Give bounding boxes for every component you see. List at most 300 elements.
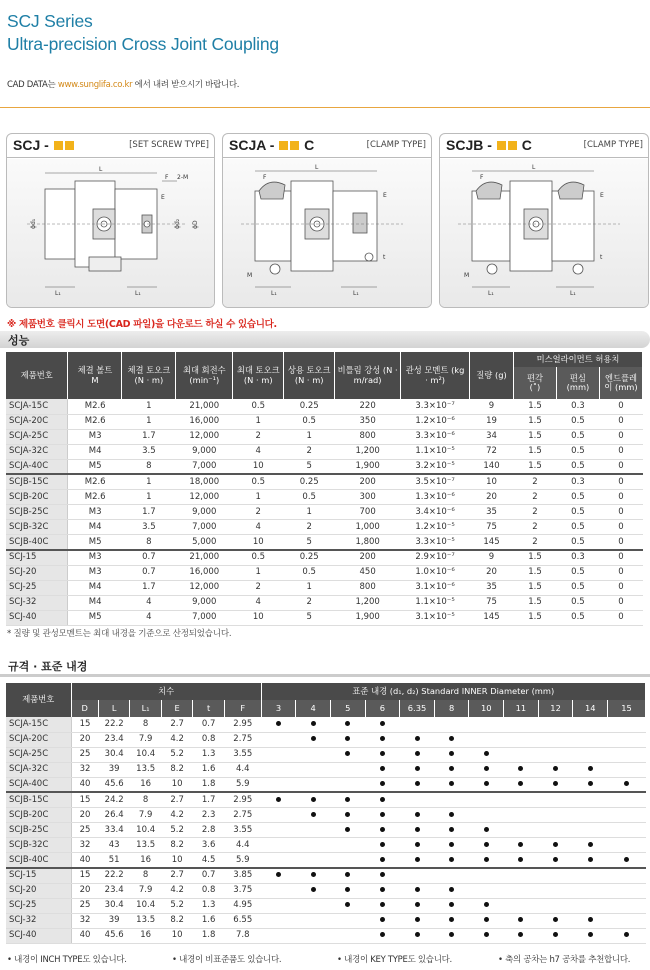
table-row [6,490,643,505]
bore-cell [469,747,504,762]
dim-label: L₁ [55,290,61,297]
available-dot [380,902,385,907]
available-dot [380,812,385,817]
table-cell: 3.1×10⁻⁵ [401,610,470,625]
available-dot [380,917,385,922]
table-cell: 1 [233,490,284,505]
table-cell: 2.7 [161,868,193,883]
divider [0,107,650,108]
table-cell: 1,900 [335,610,401,625]
available-dot [276,721,281,726]
cad-notice [7,78,239,90]
available-dot [588,932,593,937]
available-dot [553,781,558,786]
col-header: 제품번호 [6,683,71,717]
bore-cell [608,928,646,943]
table-cell: 12,000 [176,429,233,444]
product-code-link[interactable]: SCJA-15C [6,399,68,414]
table-cell: 7.8 [224,928,261,943]
available-dot [311,887,316,892]
bore-cell [538,838,573,853]
table-cell: 20 [71,808,98,823]
available-dot [380,751,385,756]
bore-cell [434,762,469,777]
table-cell: 0.5 [556,520,599,535]
bore-cell [573,777,608,792]
section-title: 성능 [8,334,30,347]
available-dot [380,797,385,802]
table-cell: 2.95 [224,717,261,732]
bore-cell [573,732,608,747]
table-cell: 9,000 [176,595,233,610]
available-dot [345,736,350,741]
table-cell: 1 [233,565,284,580]
bore-cell [365,732,400,747]
dim-label: M [464,272,470,279]
type-label: [CLAMP TYPE] [366,140,426,150]
table-cell: 32 [71,913,98,928]
table-cell: 1.6 [193,913,225,928]
table-cell: 2 [513,490,556,505]
table-row [6,823,646,838]
table-cell: 2 [233,505,284,520]
col-header: 엔드플레이 (mm) [599,367,642,399]
table-cell: 15 [71,717,98,732]
bore-cell [469,853,504,868]
available-dot [345,751,350,756]
product-code-link[interactable]: SCJA-25C [6,429,68,444]
table-cell: 10 [233,535,284,550]
table-cell: 1 [122,399,176,414]
available-dot [311,736,316,741]
table-cell: 5.2 [161,823,193,838]
available-dot [553,842,558,847]
bore-cell [469,717,504,732]
table-cell: 2.75 [224,808,261,823]
available-dot [345,887,350,892]
table-cell: 1.8 [193,928,225,943]
available-dot [415,917,420,922]
table-cell: 3.3×10⁻⁵ [401,535,470,550]
product-code-link[interactable]: SCJB-40C [6,853,71,868]
bore-cell [330,838,365,853]
product-code-link[interactable]: SCJA-40C [6,777,71,792]
available-dot [449,902,454,907]
bore-cell [296,747,331,762]
table-cell: 4.2 [161,732,193,747]
available-dot [518,842,523,847]
table-cell: 9,000 [176,505,233,520]
bore-cell [538,747,573,762]
table-cell: 1 [122,474,176,489]
bore-cell [469,732,504,747]
table-cell: 8 [130,868,162,883]
table-cell: 2 [513,535,556,550]
available-dot [484,842,489,847]
section-title-dims: 규격 · 표준 내경 [8,660,88,673]
available-dot [553,932,558,937]
product-code-link[interactable]: SCJ-15 [6,550,68,565]
product-code-link[interactable]: SCJ-20 [6,883,71,898]
table-cell: 800 [335,580,401,595]
table-cell: 12,000 [176,580,233,595]
placeholder-square [279,141,288,150]
col-header: E [161,700,193,717]
table-cell: 5 [284,459,335,474]
table-row [6,747,646,762]
bore-cell [365,913,400,928]
table-row [6,792,646,807]
bore-cell [504,747,539,762]
table-cell: 3.5 [122,520,176,535]
table-cell: 23.4 [98,883,130,898]
type-box-scja[interactable] [222,133,432,308]
bore-cell [573,808,608,823]
bore-cell [469,883,504,898]
table-cell: 13.5 [130,838,162,853]
bore-cell [538,777,573,792]
bore-cell [469,898,504,913]
table-cell: 1 [122,490,176,505]
product-code-link[interactable]: SCJA-32C [6,762,71,777]
product-code-link[interactable]: SCJ-20 [6,565,68,580]
table-cell: 9,000 [176,444,233,459]
coupling-drawing[interactable] [223,159,431,307]
table-cell: M2.6 [68,490,122,505]
bore-cell [504,732,539,747]
bore-cell [365,762,400,777]
table-cell: 3.55 [224,823,261,838]
table-cell: 5.2 [161,747,193,762]
product-code-link[interactable]: SCJ-40 [6,610,68,625]
table-cell: 26.4 [98,808,130,823]
table-cell: M4 [68,520,122,535]
table-cell: 13.5 [130,762,162,777]
product-code-link[interactable]: SCJ-15 [6,868,71,883]
table-cell: 51 [98,853,130,868]
table-cell: 0.25 [284,474,335,489]
bore-cell [573,792,608,807]
cad-pre-text: CAD DATA는 [7,80,56,90]
product-code-link[interactable]: SCJA-20C [6,414,68,429]
table-cell: 3.5 [122,444,176,459]
table-cell: 1.2×10⁻⁵ [401,520,470,535]
bore-cell [330,792,365,807]
bore-cell [400,823,435,838]
product-code-link[interactable]: SCJB-20C [6,490,68,505]
table-row [6,520,643,535]
bore-cell [538,913,573,928]
bore-cell [434,777,469,792]
product-code-link[interactable]: SCJB-15C [6,792,71,807]
available-dot [553,857,558,862]
product-code-link[interactable]: SCJA-20C [6,732,71,747]
series-title: SCJ Series [7,11,93,31]
table-cell: 4 [233,444,284,459]
table-cell: M3 [68,550,122,565]
product-code-link[interactable]: SCJB-25C [6,505,68,520]
bore-cell [608,853,646,868]
available-dot [380,887,385,892]
bore-cell [296,777,331,792]
bore-cell [608,732,646,747]
table-cell: 32 [71,838,98,853]
table-cell: 5,000 [176,535,233,550]
bore-cell [504,792,539,807]
product-code-link[interactable]: SCJ-32 [6,913,71,928]
table-cell: M4 [68,444,122,459]
bore-cell [434,838,469,853]
bore-cell [261,898,296,913]
col-header: 제품번호 [6,352,68,399]
dim-label: L₁ [353,290,359,297]
product-code-link[interactable]: SCJ-40 [6,928,71,943]
product-code-link[interactable]: SCJA-15C [6,717,71,732]
bore-cell [365,868,400,883]
table-cell: 0.5 [556,444,599,459]
product-code-link[interactable]: SCJB-32C [6,520,68,535]
product-code-link[interactable]: SCJB-40C [6,535,68,550]
bullet-note: • 축의 공차는 h7 공차를 추천합니다. [498,955,631,965]
available-dot [415,736,420,741]
table-row [6,444,643,459]
col-header: 관성 모멘트 (kg · m²) [401,352,470,399]
available-dot [484,857,489,862]
dim-label: L₁ [488,290,494,297]
table-cell: 1,000 [335,520,401,535]
bore-cell [400,898,435,913]
available-dot [415,842,420,847]
perf-footnote: * 질량 및 관성모멘트는 최대 내경을 기준으로 산정되었습니다. [7,629,232,639]
bore-cell [573,823,608,838]
table-cell: 0.5 [556,490,599,505]
table-row [6,505,643,520]
table-cell: 10.4 [130,823,162,838]
bore-cell [469,792,504,807]
table-cell: 1,900 [335,459,401,474]
bore-cell [434,898,469,913]
available-dot [380,781,385,786]
bore-cell [469,777,504,792]
dim-label: ϕd₁ [30,218,37,229]
product-code-link[interactable]: SCJB-20C [6,808,71,823]
bore-cell [296,883,331,898]
type-code: SCJB - [446,137,492,153]
table-cell: 4 [233,595,284,610]
table-row [6,928,646,943]
available-dot [484,902,489,907]
available-dot [449,857,454,862]
table-cell: 21,000 [176,399,233,414]
table-cell: 20 [470,490,514,505]
type-box-scj[interactable] [6,133,215,308]
table-cell: 1.2×10⁻⁶ [401,414,470,429]
table-cell: 2 [513,520,556,535]
bore-cell [538,762,573,777]
table-row [6,717,646,732]
table-cell: 10 [161,853,193,868]
table-cell: 145 [470,610,514,625]
bore-cell [504,777,539,792]
available-dot [415,781,420,786]
bore-cell [261,853,296,868]
bullet-note: • 내경이 INCH TYPE도 있습니다. [7,955,127,965]
table-cell: 10 [233,610,284,625]
coupling-drawing[interactable] [440,159,648,307]
product-code-link[interactable]: SCJ-25 [6,580,68,595]
coupling-drawing[interactable] [7,159,214,307]
bore-cell [538,732,573,747]
bore-cell [296,762,331,777]
product-code-link[interactable]: SCJ-25 [6,898,71,913]
bore-cell [434,808,469,823]
bore-cell [330,913,365,928]
product-subtitle: Ultra-precision Cross Joint Coupling [7,34,279,54]
table-cell: 12,000 [176,490,233,505]
bore-cell [400,883,435,898]
product-code-link[interactable]: SCJA-40C [6,459,68,474]
product-code-link[interactable]: SCJA-32C [6,444,68,459]
table-cell: 0 [599,414,642,429]
available-dot [415,827,420,832]
col-header: F [224,700,261,717]
available-dot [484,766,489,771]
available-dot [624,932,629,937]
bullet-note: • 내경이 KEY TYPE도 있습니다. [337,955,452,965]
product-code-link[interactable]: SCJB-32C [6,838,71,853]
table-cell: 7.9 [130,883,162,898]
col-header: 11 [504,700,539,717]
bore-cell [573,762,608,777]
available-dot [449,751,454,756]
available-dot [415,766,420,771]
bore-cell [573,717,608,732]
table-row [6,898,646,913]
table-cell: 43 [98,838,130,853]
table-cell: 1 [284,429,335,444]
bore-cell [573,928,608,943]
table-cell: 1,200 [335,595,401,610]
table-cell: 1 [122,414,176,429]
dim-label: ϕD [192,220,199,229]
col-header: 10 [469,700,504,717]
bore-cell [434,928,469,943]
bore-cell [330,732,365,747]
bore-cell [608,762,646,777]
table-cell: 15 [71,868,98,883]
table-cell: 1.3×10⁻⁶ [401,490,470,505]
bore-cell [296,732,331,747]
table-cell: 0 [599,490,642,505]
col-header: 14 [573,700,608,717]
product-code-link[interactable]: SCJA-25C [6,747,71,762]
bore-cell [504,808,539,823]
table-cell: 1 [233,414,284,429]
table-cell: 4 [122,595,176,610]
bore-cell [504,717,539,732]
bore-cell [400,792,435,807]
placeholder-square [290,141,299,150]
table-cell: 1.1×10⁻⁵ [401,595,470,610]
bore-cell [261,838,296,853]
bore-cell [330,808,365,823]
bore-cell [296,808,331,823]
table-cell: 2 [284,444,335,459]
col-header: 6 [365,700,400,717]
table-cell: 4 [233,520,284,535]
dim-label: ϕd₂ [174,218,181,229]
available-dot [449,917,454,922]
available-dot [518,917,523,922]
type-box-scjb[interactable] [439,133,649,308]
bore-cell [573,747,608,762]
table-cell: 0.5 [284,565,335,580]
product-code-link[interactable]: SCJB-25C [6,823,71,838]
table-cell: 1.7 [122,505,176,520]
table-cell: 1.5 [513,429,556,444]
bore-cell [504,913,539,928]
bore-cell [330,747,365,762]
table-cell: M4 [68,580,122,595]
bore-cell [608,838,646,853]
table-cell: 0.25 [284,399,335,414]
table-cell: 0 [599,505,642,520]
available-dot [553,766,558,771]
bore-cell [504,853,539,868]
bore-cell [261,732,296,747]
available-dot [311,872,316,877]
table-cell: 45.6 [98,777,130,792]
table-cell: 3.6 [193,838,225,853]
table-cell: M3 [68,429,122,444]
table-cell: 1.0×10⁻⁶ [401,565,470,580]
table-cell: 0 [599,459,642,474]
bore-cell [434,823,469,838]
table-cell: 0.5 [556,414,599,429]
cad-link[interactable]: www.sunglifa.co.kr [57,80,133,90]
bore-cell [400,777,435,792]
divider [0,674,650,677]
available-dot [484,781,489,786]
bore-cell [296,898,331,913]
table-cell: 0.5 [556,505,599,520]
product-code-link[interactable]: SCJB-15C [6,474,68,489]
table-cell: 200 [335,474,401,489]
table-cell: 75 [470,595,514,610]
table-cell: 140 [470,459,514,474]
available-dot [345,812,350,817]
table-cell: 39 [98,762,130,777]
table-cell: 0 [599,399,642,414]
col-header: L [98,700,130,717]
available-dot [553,917,558,922]
section-bar-performance [0,331,650,348]
bore-cell [400,808,435,823]
col-header: 6.35 [400,700,435,717]
table-cell: 30.4 [98,898,130,913]
type-code: SCJA - [229,137,275,153]
table-row [6,429,643,444]
product-code-link[interactable]: SCJ-32 [6,595,68,610]
bore-cell [573,883,608,898]
table-cell: 0 [599,429,642,444]
dim-label: M [247,272,253,279]
table-cell: M5 [68,459,122,474]
table-cell: 15 [71,792,98,807]
bore-cell [434,717,469,732]
available-dot [518,766,523,771]
table-cell: 1.7 [122,429,176,444]
